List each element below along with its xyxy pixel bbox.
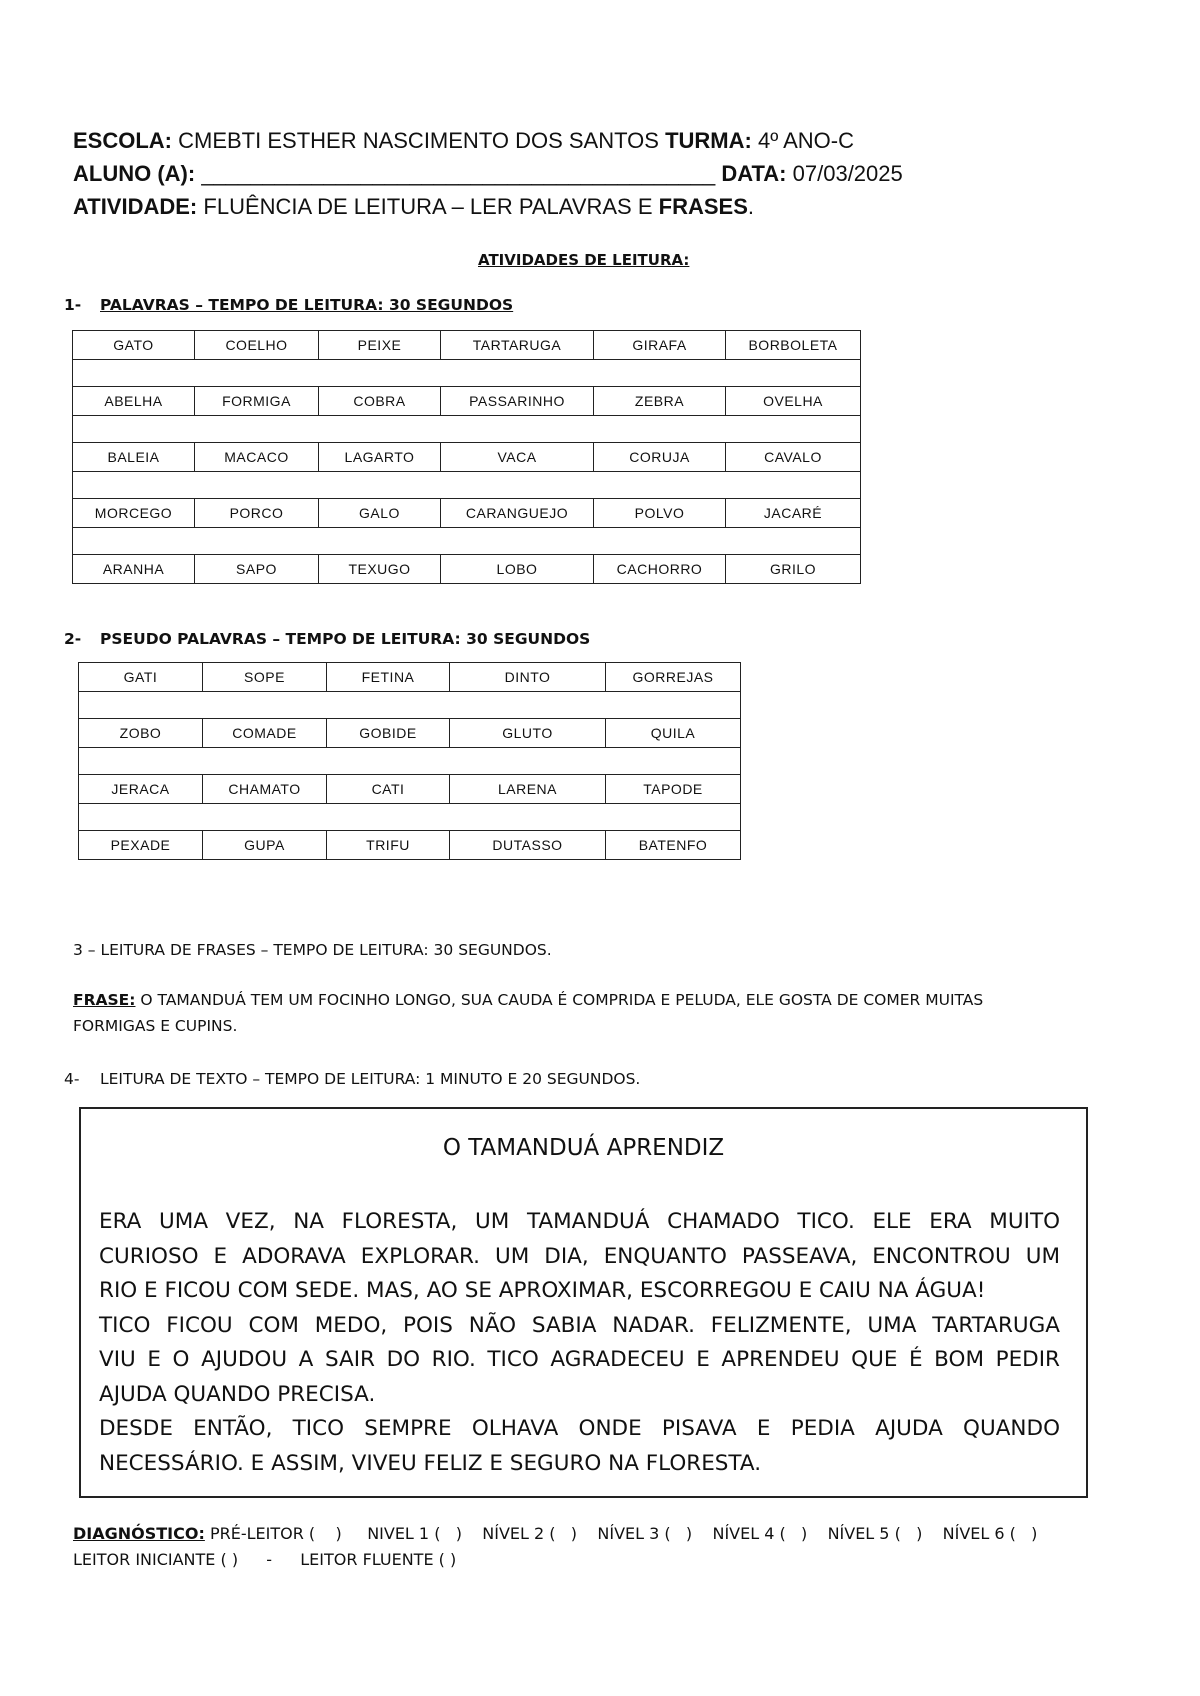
- spacer-cell: [79, 692, 741, 719]
- story-line: ERA UMA VEZ, NA FLORESTA, UM TAMANDUÁ CHAMADO TICO. ELE ERA MUITO: [99, 1209, 1060, 1234]
- story-line: NECESSÁRIO. E ASSIM, VIVEU FELIZ E SEGURO NA FLORESTA.: [99, 1450, 762, 1476]
- story-line: VIU E O AJUDOU A SAIR DO RIO. TICO AGRADECEU E APRENDEU QUE É BOM PEDIR: [99, 1347, 1060, 1372]
- diagnostico-line-1: [73, 1524, 1037, 1543]
- word-cell: PEIXE: [319, 331, 441, 360]
- section3-title: 3 – LEITURA DE FRASES – TEMPO DE LEITURA: 30 SEGUNDOS.: [73, 941, 552, 959]
- word-row: [73, 443, 861, 472]
- word-cell: GOBIDE: [327, 719, 450, 748]
- spacer-cell: [73, 360, 861, 387]
- word-row: [79, 719, 741, 748]
- word-cell: GATI: [79, 663, 203, 692]
- section1-number: 1-: [64, 296, 82, 314]
- story-text: [99, 1205, 1060, 1481]
- diagnostico-line-2: [73, 1550, 456, 1569]
- word-cell: COMADE: [203, 719, 327, 748]
- aluno-name-field[interactable]: __________________________________________: [201, 161, 716, 186]
- word-cell: POLVO: [594, 499, 726, 528]
- story-line: TICO FICOU COM MEDO, POIS NÃO SABIA NADAR. FELIZMENTE, UMA TARTARUGA: [99, 1312, 1060, 1338]
- word-cell: ABELHA: [73, 387, 195, 416]
- word-cell: FETINA: [327, 663, 450, 692]
- word-cell: VACA: [441, 443, 594, 472]
- atividade-bold-word: FRASES: [658, 194, 748, 219]
- word-cell: LARENA: [450, 775, 606, 804]
- word-cell: CAVALO: [726, 443, 861, 472]
- word-row: [79, 775, 741, 804]
- story-line: AJUDA QUANDO PRECISA.: [99, 1381, 376, 1407]
- atividade-label: ATIVIDADE:: [73, 194, 198, 219]
- spacer-cell: [73, 472, 861, 499]
- word-cell: PEXADE: [79, 831, 203, 860]
- header-atividade-line: [73, 194, 754, 220]
- word-cell: FORMIGA: [195, 387, 319, 416]
- section1-title: PALAVRAS – TEMPO DE LEITURA: 30 SEGUNDOS: [100, 296, 514, 314]
- escola-value: CMEBTI ESTHER NASCIMENTO DOS SANTOS: [178, 128, 659, 153]
- word-cell: TEXUGO: [319, 555, 441, 584]
- word-cell: GRILO: [726, 555, 861, 584]
- frase-text-1: O TAMANDUÁ TEM UM FOCINHO LONGO, SUA CAUDA É COMPRIDA E PELUDA, ELE GOSTA DE COMER MUITAS: [140, 991, 984, 1009]
- section-title: ATIVIDADES DE LEITURA:: [478, 251, 690, 269]
- header-aluno-line: [73, 161, 903, 187]
- word-cell: TRIFU: [327, 831, 450, 860]
- frase-line-1: [73, 991, 983, 1009]
- word-row: [73, 499, 861, 528]
- word-cell: CHAMATO: [203, 775, 327, 804]
- spacer-row: [73, 472, 861, 499]
- word-cell: CACHORRO: [594, 555, 726, 584]
- word-cell: ZOBO: [79, 719, 203, 748]
- pseudo-words-table: [78, 662, 741, 860]
- word-cell: BALEIA: [73, 443, 195, 472]
- word-cell: PASSARINHO: [441, 387, 594, 416]
- word-cell: GORREJAS: [606, 663, 741, 692]
- word-cell: PORCO: [195, 499, 319, 528]
- section4-number: 4-: [64, 1070, 80, 1088]
- spacer-cell: [79, 804, 741, 831]
- word-cell: QUILA: [606, 719, 741, 748]
- atividade-value: FLUÊNCIA DE LEITURA – LER PALAVRAS E: [203, 194, 653, 219]
- spacer-cell: [73, 528, 861, 555]
- turma-label: TURMA:: [665, 128, 752, 153]
- spacer-cell: [79, 748, 741, 775]
- word-cell: JERACA: [79, 775, 203, 804]
- spacer-row: [79, 692, 741, 719]
- data-value: 07/03/2025: [792, 161, 903, 186]
- spacer-row: [79, 748, 741, 775]
- words-table: [72, 330, 861, 584]
- frase-label: FRASE:: [73, 991, 136, 1009]
- word-cell: LAGARTO: [319, 443, 441, 472]
- spacer-cell: [73, 416, 861, 443]
- header-escola-line: [73, 128, 854, 154]
- word-cell: GUPA: [203, 831, 327, 860]
- word-cell: MORCEGO: [73, 499, 195, 528]
- word-cell: COELHO: [195, 331, 319, 360]
- word-cell: BATENFO: [606, 831, 741, 860]
- word-cell: TAPODE: [606, 775, 741, 804]
- word-row: [79, 663, 741, 692]
- diagnostico-separator: -: [266, 1550, 273, 1569]
- word-cell: GLUTO: [450, 719, 606, 748]
- word-row: [73, 331, 861, 360]
- word-cell: JACARÉ: [726, 499, 861, 528]
- word-cell: ZEBRA: [594, 387, 726, 416]
- story-line: CURIOSO E ADORAVA EXPLORAR. UM DIA, ENQUANTO PASSEAVA, ENCONTROU UM: [99, 1243, 1060, 1269]
- word-cell: COBRA: [319, 387, 441, 416]
- story-title: O TAMANDUÁ APRENDIZ: [442, 1135, 725, 1161]
- word-cell: ARANHA: [73, 555, 195, 584]
- story-line: RIO E FICOU COM SEDE. MAS, AO SE APROXIMAR, ESCORREGOU E CAIU NA ÁGUA!: [99, 1278, 986, 1303]
- word-cell: SOPE: [203, 663, 327, 692]
- word-cell: SAPO: [195, 555, 319, 584]
- word-cell: LOBO: [441, 555, 594, 584]
- story-line: DESDE ENTÃO, TICO SEMPRE OLHAVA ONDE PISAVA E PEDIA AJUDA QUANDO: [99, 1416, 1060, 1441]
- word-cell: DINTO: [450, 663, 606, 692]
- word-cell: CARANGUEJO: [441, 499, 594, 528]
- escola-label: ESCOLA:: [73, 128, 172, 153]
- atividade-end: .: [747, 194, 755, 219]
- section2-title: PSEUDO PALAVRAS – TEMPO DE LEITURA: 30 SEGUNDOS: [100, 630, 591, 648]
- aluno-label: ALUNO (A):: [73, 161, 196, 186]
- word-cell: CORUJA: [594, 443, 726, 472]
- word-cell: CATI: [327, 775, 450, 804]
- frase-text-2: FORMIGAS E CUPINS.: [73, 1017, 238, 1035]
- section4-title: LEITURA DE TEXTO – TEMPO DE LEITURA: 1 MINUTO E 20 SEGUNDOS.: [100, 1070, 641, 1088]
- leitor-iniciante-option[interactable]: LEITOR INICIANTE ( ): [73, 1550, 239, 1569]
- data-label: DATA:: [721, 161, 787, 186]
- diagnostico-label: DIAGNÓSTICO:: [73, 1524, 205, 1543]
- word-cell: OVELHA: [726, 387, 861, 416]
- word-row: [79, 831, 741, 860]
- word-cell: TARTARUGA: [441, 331, 594, 360]
- spacer-row: [73, 528, 861, 555]
- spacer-row: [73, 416, 861, 443]
- word-cell: DUTASSO: [450, 831, 606, 860]
- word-cell: MACACO: [195, 443, 319, 472]
- turma-value: 4º ANO-C: [757, 128, 855, 153]
- diagnostico-levels[interactable]: PRÉ-LEITOR ( ) NIVEL 1 ( ) NÍVEL 2 ( ) NÍVEL 3 ( ) NÍVEL 4 ( ) NÍVEL 5 ( ) NÍVEL 6 ( ): [209, 1524, 1038, 1543]
- story-box: [79, 1107, 1088, 1498]
- word-cell: GALO: [319, 499, 441, 528]
- spacer-row: [79, 804, 741, 831]
- word-cell: GIRAFA: [594, 331, 726, 360]
- leitor-fluente-option[interactable]: LEITOR FLUENTE ( ): [300, 1550, 457, 1569]
- spacer-row: [73, 360, 861, 387]
- word-row: [73, 555, 861, 584]
- word-cell: GATO: [73, 331, 195, 360]
- word-row: [73, 387, 861, 416]
- word-cell: BORBOLETA: [726, 331, 861, 360]
- section2-number: 2-: [64, 630, 82, 648]
